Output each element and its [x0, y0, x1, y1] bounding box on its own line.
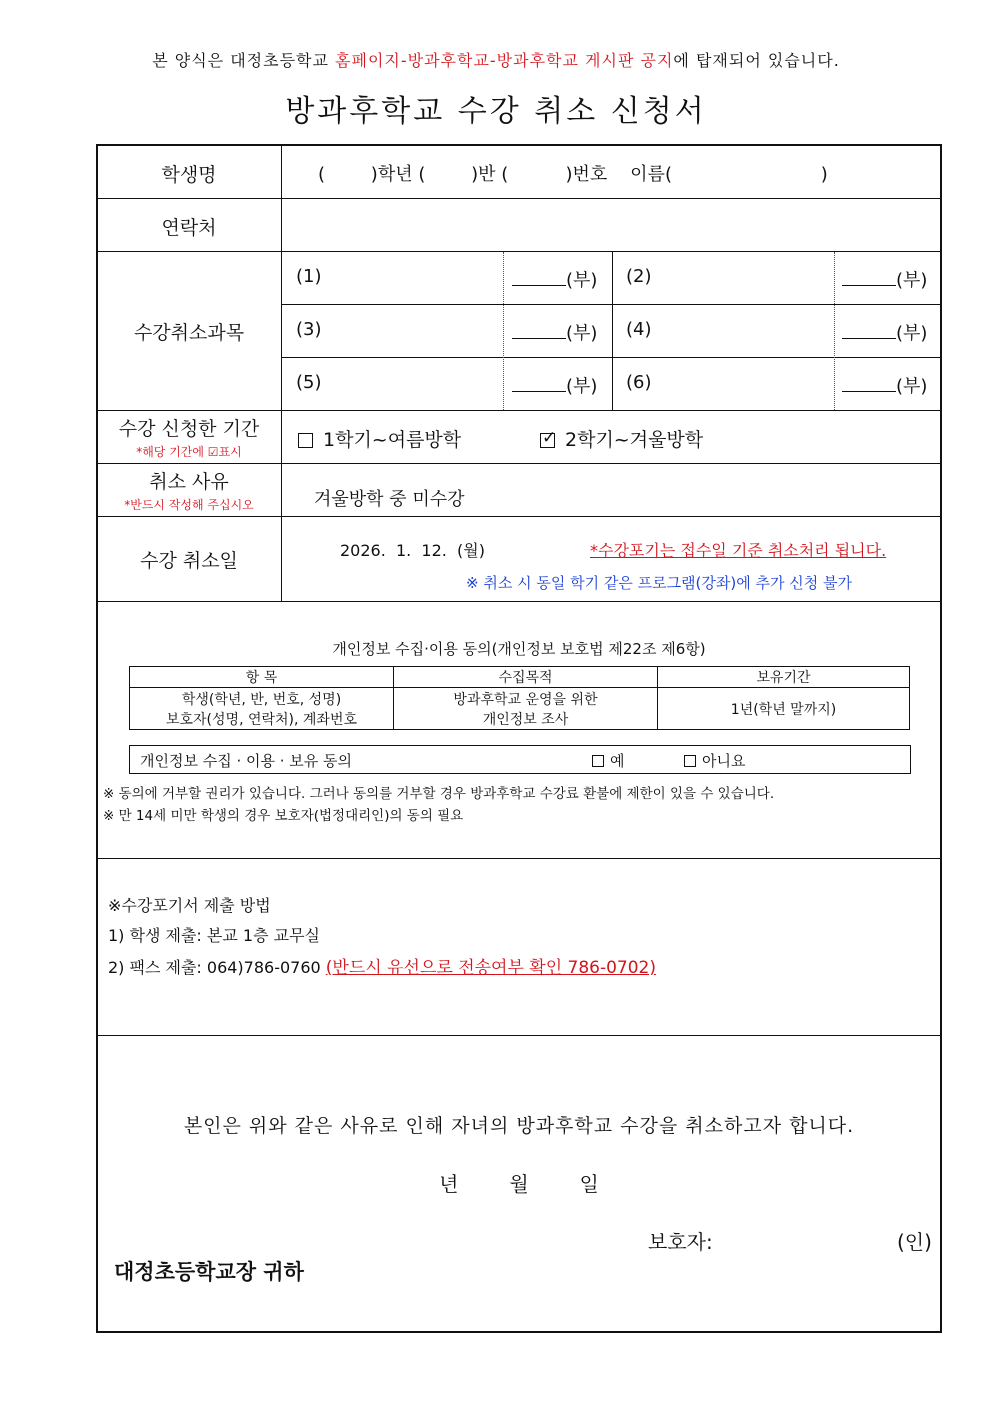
notice-highlight: 홈페이지-방과후학교-방과후학교 게시판 공지 — [335, 51, 674, 70]
student-info-field[interactable]: ( )학년 ( )반 ( )번호 이름( ) — [318, 164, 828, 185]
privacy-item-cell: 학생(학년, 반, 번호, 성명) 보호자(성명, 연락처), 계좌번호 — [130, 688, 394, 730]
consent-no-option[interactable]: 아니요 — [684, 750, 745, 771]
consent-label: 개인정보 수집 · 이용 · 보유 동의 — [140, 752, 353, 770]
course-dotted-divider — [503, 252, 504, 410]
submission-line-2: 2) 팩스 제출: 064)786-0760 (반드시 유선으로 전송여부 확인 786-0702) — [108, 958, 657, 978]
checkbox-icon[interactable] — [684, 755, 696, 767]
privacy-header-period: 보유기간 — [658, 667, 910, 688]
student-name-label: 학생명 — [161, 164, 217, 186]
period-option-2[interactable]: ✓ 2학기~겨울방학 — [540, 425, 703, 452]
course-number: (5) — [296, 372, 322, 393]
reason-label: 취소 사유 — [149, 471, 229, 493]
row-divider — [96, 601, 942, 602]
checked-checkbox-icon[interactable] — [540, 433, 555, 448]
cancel-note-blue: ※ 취소 시 동일 학기 같은 프로그램(강좌)에 추가 신청 불가 — [466, 574, 852, 592]
section-divider — [96, 858, 942, 859]
course-number: (6) — [626, 372, 652, 393]
course-part-field[interactable]: (부) — [512, 266, 597, 292]
privacy-header-purpose: 수집목적 — [394, 667, 658, 688]
period-option-1[interactable]: 1학기~여름방학 — [298, 425, 461, 452]
period-label: 수강 신청한 기간 — [118, 418, 260, 440]
seal-mark: (인) — [897, 1230, 932, 1254]
consent-box — [129, 745, 911, 774]
course-number: (4) — [626, 319, 652, 340]
contact-field[interactable] — [300, 213, 920, 237]
fax-confirm-note: (반드시 유선으로 전송여부 확인 786-0702) — [325, 958, 657, 978]
section-divider — [96, 1035, 942, 1036]
course-part-field[interactable]: (부) — [842, 266, 927, 292]
privacy-note-1: ※ 동의에 거부할 권리가 있습니다. 그러나 동의를 거부할 경우 방과후학교 수강료 환불에 제한이 있을 수 있습니다. — [103, 786, 775, 802]
course-dotted-divider — [834, 252, 835, 410]
course-part-field[interactable]: (부) — [512, 319, 597, 345]
course-number: (1) — [296, 266, 322, 287]
reason-field[interactable]: 겨울방학 중 미수강 — [314, 489, 465, 510]
checkbox-icon[interactable] — [298, 433, 313, 448]
row-divider — [96, 516, 942, 517]
declaration-date[interactable]: 년 월 일 — [439, 1172, 599, 1196]
cancel-date-field[interactable]: 2026. 1. 12. (월) — [340, 541, 485, 560]
row-divider — [96, 410, 942, 411]
checkbox-icon[interactable] — [592, 755, 604, 767]
privacy-header-item: 항 목 — [130, 667, 394, 688]
row-divider — [96, 251, 942, 252]
form-notice: 본 양식은 대정초등학교 홈페이지-방과후학교-방과후학교 게시판 공지에 탑재되어 있습니다. — [152, 51, 840, 70]
addressee: 대정초등학교장 귀하 — [114, 1260, 304, 1284]
privacy-note-2: ※ 만 14세 미만 학생의 경우 보호자(법정대리인)의 동의 필요 — [103, 808, 464, 824]
privacy-title: 개인정보 수집·이용 동의(개인정보 보호법 제22조 제6항) — [332, 640, 706, 658]
declaration-statement: 본인은 위와 같은 사유로 인해 자녀의 방과후학교 수강을 취소하고자 합니다. — [183, 1115, 855, 1137]
course-number: (3) — [296, 319, 322, 340]
form-title: 방과후학교 수강 취소 신청서 — [285, 94, 707, 129]
privacy-purpose-cell: 방과후학교 운영을 위한 개인정보 조사 — [394, 688, 658, 730]
course-column-divider — [612, 252, 613, 410]
row-divider — [96, 463, 942, 464]
reason-sublabel: *반드시 작성해 주십시오 — [124, 498, 254, 512]
courses-label: 수강취소과목 — [133, 322, 245, 344]
guardian-label: 보호자: — [648, 1230, 713, 1254]
course-part-field[interactable]: (부) — [842, 319, 927, 345]
cancel-date-label: 수강 취소일 — [140, 550, 238, 572]
period-sublabel: *해당 기간에 ☑표시 — [136, 445, 242, 459]
submission-title: ※수강포기서 제출 방법 — [108, 896, 271, 915]
course-part-field[interactable]: (부) — [512, 372, 597, 398]
course-number: (2) — [626, 266, 652, 287]
privacy-period-cell: 1년(학년 말까지) — [658, 688, 910, 730]
contact-label: 연락처 — [161, 217, 217, 239]
consent-yes-option[interactable]: 예 — [592, 750, 625, 771]
cancel-note-red: *수강포기는 접수일 기준 취소처리 됩니다. — [590, 541, 887, 560]
privacy-table — [129, 666, 910, 730]
course-part-field[interactable]: (부) — [842, 372, 927, 398]
row-divider — [96, 198, 942, 199]
submission-line-1: 1) 학생 제출: 본교 1층 교무실 — [108, 926, 320, 945]
